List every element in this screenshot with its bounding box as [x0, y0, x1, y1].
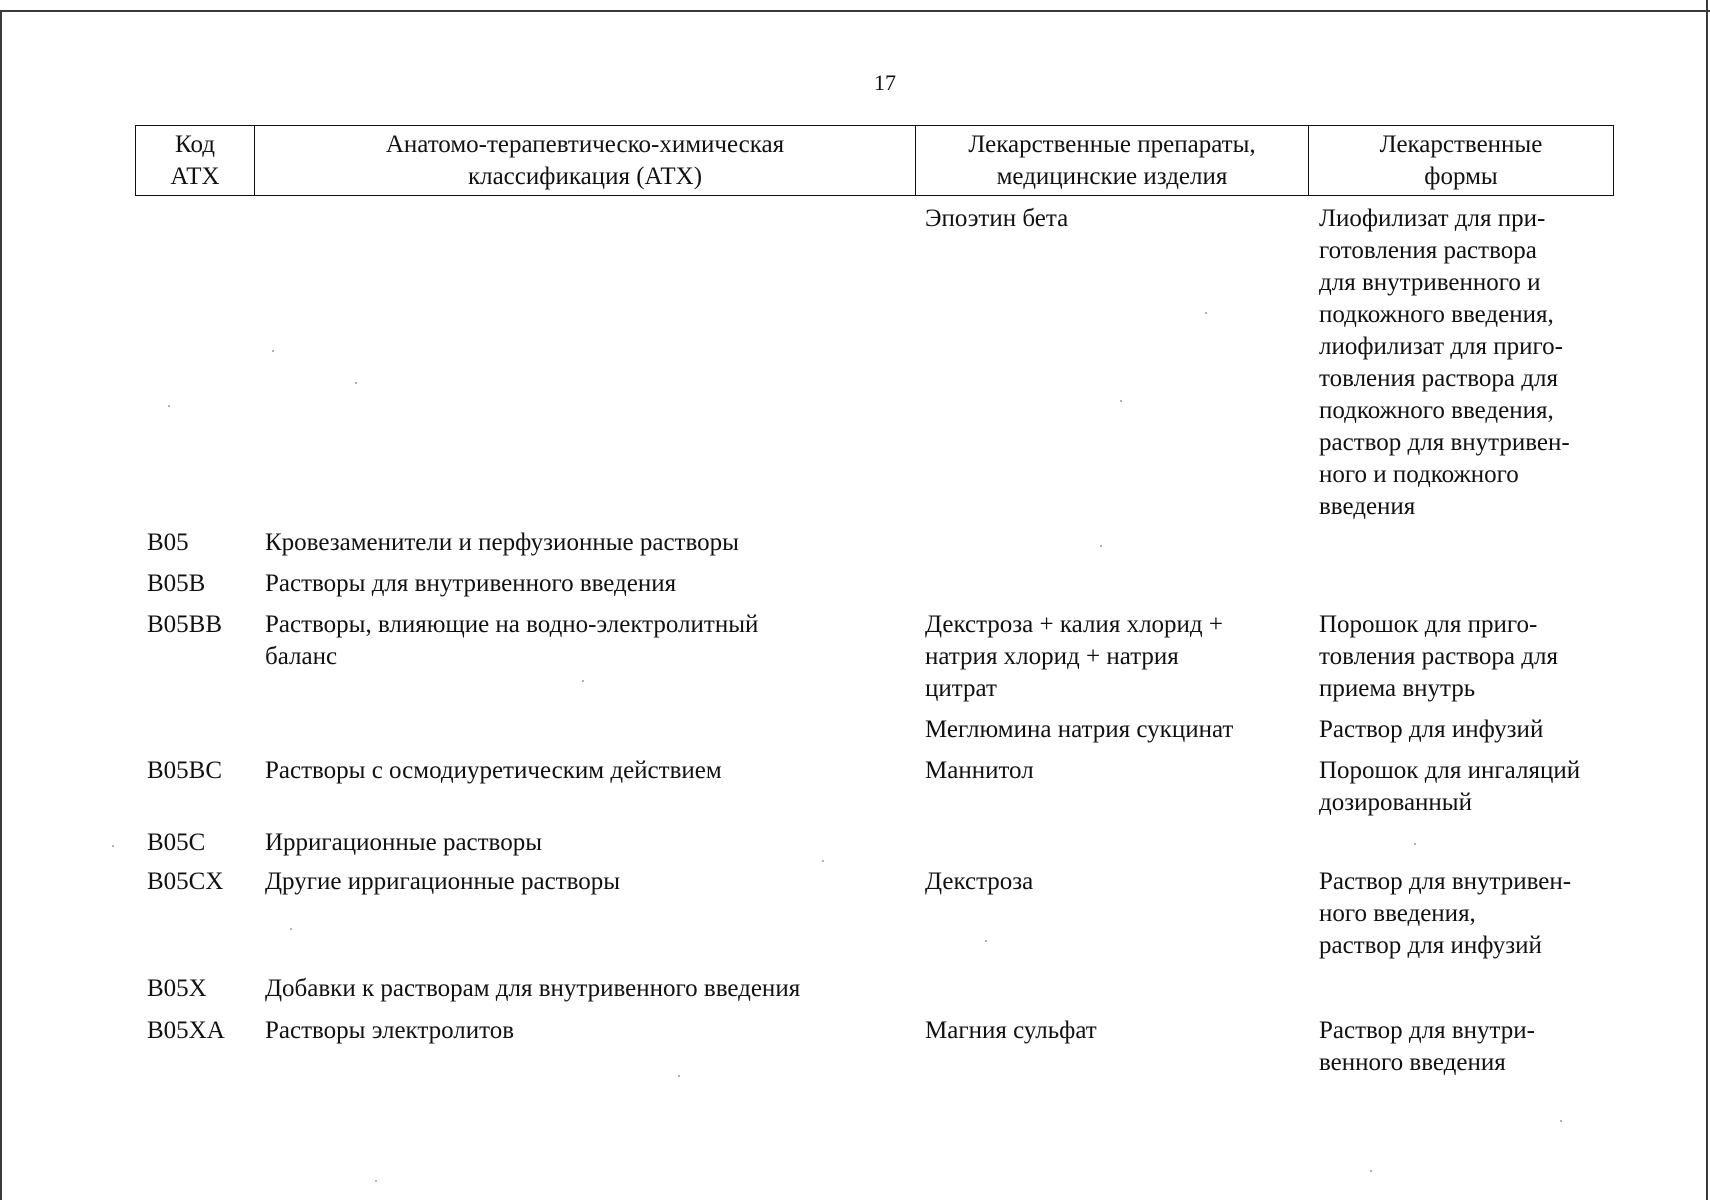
page-number: 17 [874, 70, 896, 95]
scan-speck [678, 1075, 680, 1077]
row-code: B05XA [147, 1017, 225, 1044]
row-drug: Декстроза [925, 868, 1034, 895]
row-atx: Растворы электролитов [265, 1017, 515, 1044]
scan-edge-left [0, 10, 2, 1200]
header-atx-text: Анатомо-терапевтическо-химическая классификация (АТХ) [385, 130, 785, 190]
row-code: B05B [147, 570, 206, 597]
header-forms-text: Лекарственные формы [1379, 130, 1543, 190]
scan-speck [355, 382, 357, 384]
header-code-text: Код АТХ [170, 130, 220, 190]
scan-speck [1120, 400, 1122, 402]
row-code: B05BB [147, 611, 223, 638]
row-atx: Растворы с осмодиуретическим действием [265, 757, 722, 784]
scan-speck [1414, 843, 1416, 845]
row-atx: Другие ирригационные растворы [265, 868, 621, 895]
scan-speck [1370, 1170, 1372, 1172]
header-drugs-text: Лекарственные препараты, медицинские изделия [968, 130, 1256, 190]
scan-speck [1205, 312, 1207, 314]
row-code: B05C [147, 829, 206, 856]
scan-speck [375, 1180, 377, 1182]
row-drug: Меглюмина натрия сукцинат [925, 716, 1234, 743]
scan-speck [168, 405, 170, 407]
scan-speck [290, 928, 292, 930]
row-code: B05X [147, 975, 207, 1002]
row-atx: Ирригационные растворы [265, 829, 542, 856]
scan-speck [1100, 545, 1102, 547]
row-form: Лиофилизат для при- готовления раствора для внутривенного и подкожного введения, лиофилизат для приго- товления раствора для подкожного введения, раствор для внутривен- ного и подкожного введения [1319, 205, 1570, 520]
scan-speck [822, 860, 824, 862]
row-drug: Эпоэтин бета [925, 205, 1069, 232]
row-form: Раствор для внутри- венного введения [1319, 1017, 1535, 1076]
scan-speck [1560, 1120, 1562, 1122]
row-code: B05CX [147, 868, 224, 895]
scan-speck [985, 940, 987, 942]
table-body [135, 0, 1613, 1200]
row-atx: Добавки к растворам для внутривенного введения [265, 975, 801, 1002]
row-code: B05BC [147, 757, 223, 784]
row-drug: Декстроза + калия хлорид + натрия хлорид + натрия цитрат [925, 611, 1223, 702]
row-form: Раствор для внутривен- ного введения, раствор для инфузий [1319, 868, 1572, 959]
row-drug: Магния сульфат [925, 1017, 1097, 1044]
row-drug: Маннитол [925, 757, 1034, 784]
row-atx: Растворы для внутривенного введения [265, 570, 677, 597]
row-code: B05 [147, 529, 189, 556]
scan-speck [272, 350, 274, 352]
row-atx: Растворы, влияющие на водно-электролитный баланс [265, 611, 759, 670]
scan-edge-right [1706, 0, 1708, 1200]
scan-speck [112, 845, 114, 847]
row-form: Раствор для инфузий [1319, 716, 1544, 743]
row-atx: Кровезаменители и перфузионные растворы [265, 529, 739, 556]
scan-speck [582, 680, 584, 682]
row-form: Порошок для ингаляций дозированный [1319, 757, 1581, 816]
row-form: Порошок для приго- товления раствора для приема внутрь [1319, 611, 1558, 702]
